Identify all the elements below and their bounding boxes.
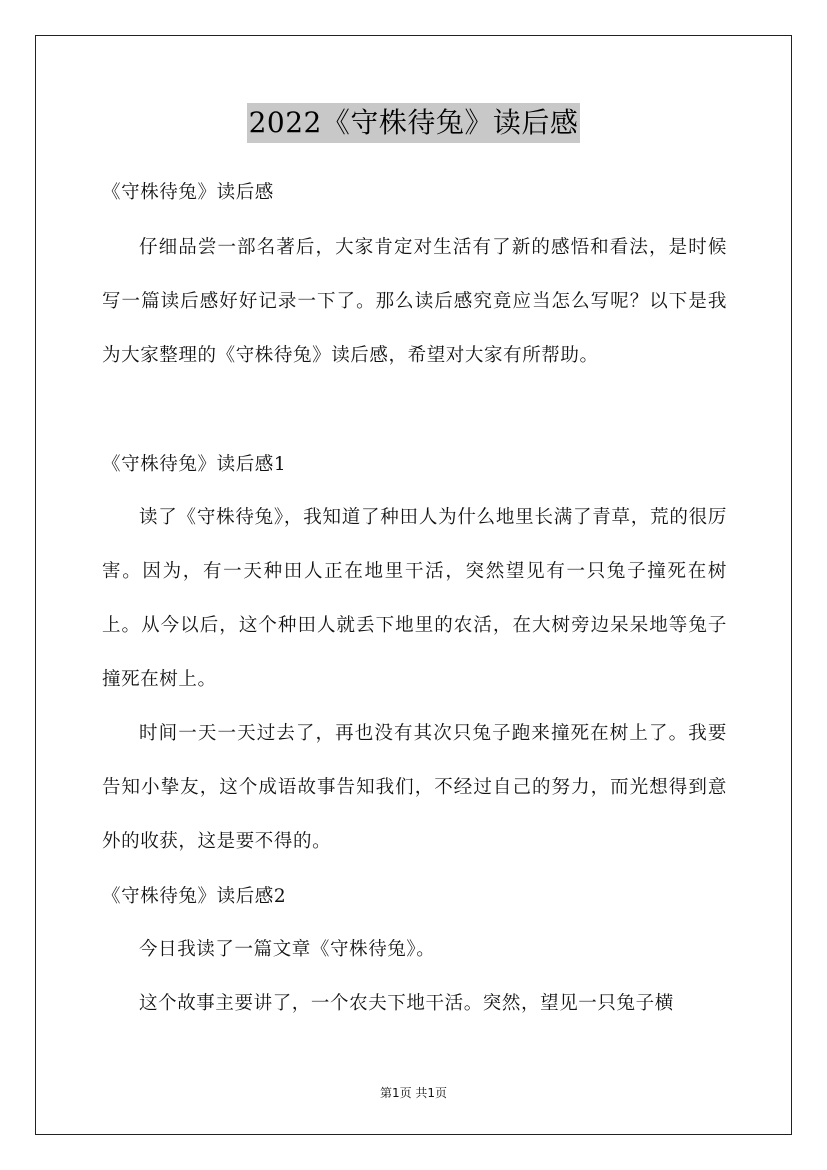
section-2-paragraph-2: 这个故事主要讲了，一个农夫下地干活。突然，望见一只兔子横: [139, 993, 674, 1014]
section-1-paragraph-2: 时间一天一天过去了，再也没有其次只兔子跑来撞死在树上了。我要告知小挚友，这个成语故事告知我们，不经过自己的努力，而光想得到意外的收获，这是要不得的。: [102, 723, 727, 852]
section-heading-1: 《守株待兔》读后感1: [102, 454, 287, 475]
section-2-paragraph-1: 今日我读了一篇文章《守株待兔》。: [139, 939, 436, 960]
section-heading-2: 《守株待兔》读后感2: [102, 886, 287, 907]
title-container: [0, 103, 827, 143]
document-title: 2022《守株待兔》读后感: [247, 103, 581, 143]
intro-paragraph: 仔细品尝一部名著后，大家肯定对生活有了新的感悟和看法，是时候写一篇读后感好好记录一下了。那么读后感究竟应当怎么写呢？以下是我为大家整理的《守株待兔》读后感，希望对大家有所帮助。: [102, 237, 727, 366]
intro-heading: 《守株待兔》读后感: [102, 182, 274, 203]
section-1-paragraph-1: 读了《守株待兔》，我知道了种田人为什么地里长满了青草，荒的很厉害。因为，有一天种田人正在地里干活，突然望见有一只兔子撞死在树上。从今以后，这个种田人就丢下地里的农活，在大树旁边呆呆地等兔子撞死在树上。: [102, 507, 727, 690]
page-footer: 第1页 共1页: [379, 1086, 448, 1100]
